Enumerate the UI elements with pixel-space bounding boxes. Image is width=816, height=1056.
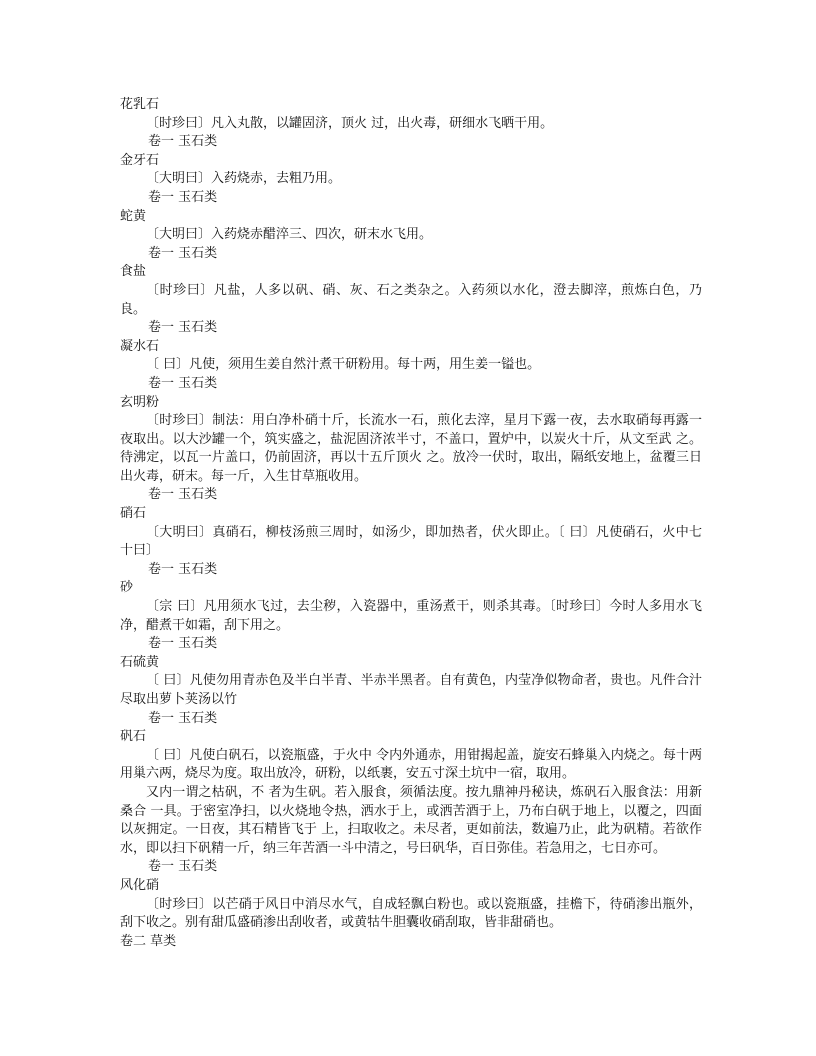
entry xyxy=(120,728,702,877)
entry xyxy=(120,654,702,728)
volume-category: 卷一 玉石类 xyxy=(148,134,218,150)
entry xyxy=(120,877,702,933)
entry-paragraph: 〔 曰〕凡使勿用青赤色及半白半青、半赤半黑者。自有黄色，内莹净似物命者，贵也。凡件合汁尽取出萝卜荚汤以竹 xyxy=(120,673,702,707)
entry-paragraph: 又内一谓之枯矾，不 者为生矾。若入服食，须循法度。按九鼎神丹秘诀，炼矾石入服食法：用新桑合 一具。于密室净扫，以火烧地令热，洒水于上，或洒苦酒于上，乃布白矾于地上，以覆之，四面以灰拥定。一日夜，其石精皆飞于 上，扫取收之。未尽者，更如前法，数遍乃止，此为矾精。若欲作水，即以扫下矾精一斤，纳三年苦酒一斗中清之，号曰矾华，百日弥佳。若急用之，七日亦可。 xyxy=(120,784,702,856)
entry-title: 金牙石 xyxy=(120,152,160,168)
entry-title: 石硫黄 xyxy=(120,654,160,670)
entry-title: 凝水石 xyxy=(120,338,160,354)
entry-title: 风化硝 xyxy=(120,877,160,893)
entry-paragraph: 〔时珍曰〕制法：用白净朴硝十斤，长流水一石，煎化去滓，星月下露一夜，去水取硝每再露一夜取出。以大沙罐一个，筑实盛之，盐泥固济浓半寸，不盖口，置炉中，以炭火十斤，从文至武 之。待沸定，以瓦一片盖口，仍前固济，再以十五斤顶火 之。放冷一伏时，取出，隔纸安地上，盆覆三日出火毒，研末。每一斤，入生甘草瓶收用。 xyxy=(120,413,702,484)
entry-paragraph: 〔时珍曰〕凡盐，人多以矾、硝、灰、石之类杂之。入药须以水化，澄去脚滓，煎炼白色，乃良。 xyxy=(120,282,702,317)
volume-category: 卷一 玉石类 xyxy=(148,636,218,652)
entry xyxy=(120,96,702,152)
entry-paragraph: 〔 曰〕凡使白矾石，以瓷瓶盛，于火中 令内外通赤，用钳揭起盖，旋安石蜂巢入内烧之。每十两用巢六两，烧尽为度。取出放冷，研粉，以纸裹，安五寸深土坑中一宿，取用。 xyxy=(120,747,702,782)
volume-category: 卷一 玉石类 xyxy=(148,859,218,875)
volume-category: 卷一 玉石类 xyxy=(148,320,218,336)
entry-paragraph: 〔大明曰〕真硝石，柳枝汤煎三周时，如汤少，即加热者，伏火即止。〔 曰〕凡使硝石，火中七十曰〕 xyxy=(120,524,702,559)
entry xyxy=(120,338,702,394)
entry-title: 蛇黄 xyxy=(120,208,147,224)
entry-paragraph: 〔宗 曰〕凡用须水飞过，去尘秽，入瓷器中，重汤煮干，则杀其毒。〔时珍曰〕今时人多用水飞净，醋煮干如霜，刮下用之。 xyxy=(120,599,702,633)
volume-category: 卷一 玉石类 xyxy=(148,375,218,391)
entry-title: 食盐 xyxy=(120,264,147,280)
entry xyxy=(120,152,702,208)
entry xyxy=(120,208,702,264)
entry xyxy=(120,505,702,579)
entry-paragraph: 〔 曰〕凡使，须用生姜自然汁煮干研粉用。每十两，用生姜一镒也。 xyxy=(146,357,541,373)
entry-title: 花乳石 xyxy=(120,97,160,112)
entry-paragraph: 〔大明曰〕入药烧赤醋淬三、四次，研末水飞用。 xyxy=(146,227,433,243)
entry-paragraph: 〔时珍曰〕凡入丸散，以罐固济，顶火 过，出火毒，研细水飞晒干用。 xyxy=(146,115,554,131)
entry-paragraph: 〔时珍曰〕以芒硝于风日中消尽水气，自成轻飘白粉也。或以瓷瓶盛，挂檐下，待硝渗出瓶外，刮下收之。别有甜瓜盛硝渗出刮收者，或黄牯牛胆囊收硝刮取，皆非甜硝也。 xyxy=(120,896,702,931)
next-volume-heading: 卷二 草类 xyxy=(120,933,177,949)
entry xyxy=(120,263,702,337)
entry-title: 矾石 xyxy=(120,729,147,745)
entry-paragraph: 〔大明曰〕入药烧赤，去粗乃用。 xyxy=(146,171,342,187)
entry-title: 硝石 xyxy=(120,506,147,522)
entry-title: 砂 xyxy=(120,580,134,596)
entry xyxy=(120,394,702,506)
entry-title: 玄明粉 xyxy=(120,394,160,410)
volume-category: 卷一 玉石类 xyxy=(148,245,218,261)
volume-category: 卷一 玉石类 xyxy=(148,710,218,726)
volume-category: 卷一 玉石类 xyxy=(148,561,218,577)
volume-category: 卷一 玉石类 xyxy=(148,487,218,503)
document-page xyxy=(120,96,702,951)
entry xyxy=(120,579,702,653)
volume-category: 卷一 玉石类 xyxy=(148,189,218,205)
